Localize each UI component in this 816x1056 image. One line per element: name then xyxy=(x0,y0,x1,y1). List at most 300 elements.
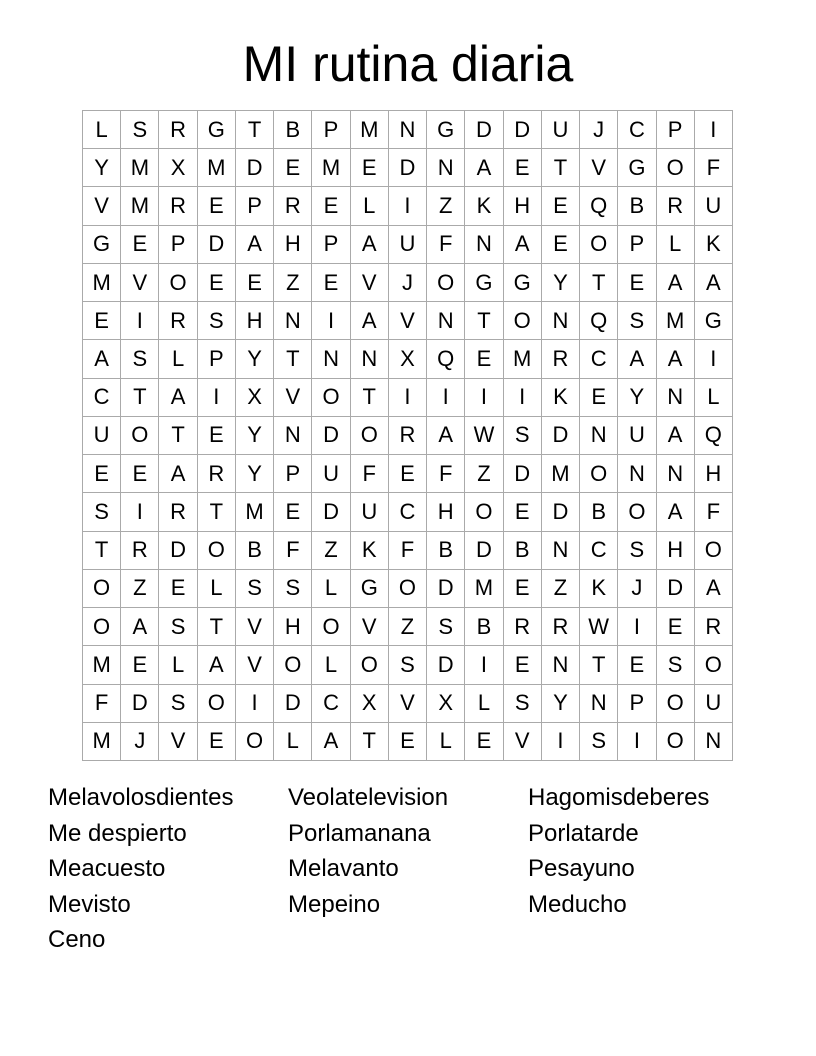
grid-cell[interactable]: S xyxy=(657,646,695,684)
grid-cell[interactable]: O xyxy=(159,264,197,302)
grid-cell[interactable]: M xyxy=(83,264,121,302)
grid-cell[interactable]: N xyxy=(542,302,580,340)
grid-cell[interactable]: A xyxy=(351,226,389,264)
grid-cell[interactable]: O xyxy=(657,149,695,187)
grid-cell[interactable]: O xyxy=(618,493,656,531)
page-title: MI rutina diaria xyxy=(242,36,574,92)
grid-cell[interactable]: D xyxy=(542,493,580,531)
grid-cell[interactable]: X xyxy=(159,149,197,187)
grid-cell[interactable]: L xyxy=(351,187,389,225)
grid-cell[interactable]: B xyxy=(580,493,618,531)
grid-cell[interactable]: E xyxy=(312,187,350,225)
grid-cell[interactable]: P xyxy=(312,111,350,149)
grid-cell[interactable]: J xyxy=(580,111,618,149)
grid-cell[interactable]: I xyxy=(427,379,465,417)
grid-cell[interactable]: O xyxy=(657,685,695,723)
grid-cell[interactable]: A xyxy=(198,646,236,684)
grid-cell[interactable]: K xyxy=(580,570,618,608)
grid-cell[interactable]: W xyxy=(580,608,618,646)
grid-cell[interactable]: I xyxy=(312,302,350,340)
grid-cell[interactable]: M xyxy=(236,493,274,531)
word-list-item: Mepeino xyxy=(288,890,381,918)
grid-cell[interactable]: P xyxy=(274,455,312,493)
grid-cell[interactable]: O xyxy=(198,532,236,570)
grid-cell[interactable]: P xyxy=(159,226,197,264)
grid-cell[interactable]: S xyxy=(198,302,236,340)
grid-cell[interactable]: O xyxy=(465,493,503,531)
grid-cell[interactable]: A xyxy=(83,340,121,378)
grid-cell[interactable]: Y xyxy=(236,417,274,455)
grid-cell[interactable]: D xyxy=(121,685,159,723)
grid-cell[interactable]: O xyxy=(351,417,389,455)
grid-cell[interactable]: G xyxy=(465,264,503,302)
grid-cell[interactable]: I xyxy=(465,379,503,417)
grid-cell[interactable]: H xyxy=(504,187,542,225)
grid-cell[interactable]: O xyxy=(695,646,733,684)
grid-cell[interactable]: O xyxy=(351,646,389,684)
grid-cell[interactable]: R xyxy=(389,417,427,455)
grid-cell[interactable]: Z xyxy=(427,187,465,225)
grid-cell[interactable]: C xyxy=(83,379,121,417)
grid-cell[interactable]: L xyxy=(427,723,465,761)
grid-cell[interactable]: E xyxy=(504,493,542,531)
grid-cell[interactable]: T xyxy=(542,149,580,187)
grid-cell[interactable]: L xyxy=(159,646,197,684)
grid-cell[interactable]: E xyxy=(465,340,503,378)
grid-cell[interactable]: U xyxy=(351,493,389,531)
grid-cell[interactable]: R xyxy=(695,608,733,646)
grid-cell[interactable]: L xyxy=(465,685,503,723)
grid-cell[interactable]: P xyxy=(618,226,656,264)
word-list-item: Melavanto xyxy=(288,855,399,882)
grid-cell[interactable]: O xyxy=(504,302,542,340)
grid-cell[interactable]: S xyxy=(236,570,274,608)
grid-cell[interactable]: Q xyxy=(580,187,618,225)
grid-cell[interactable]: I xyxy=(465,646,503,684)
grid-cell[interactable]: C xyxy=(389,493,427,531)
grid-cell[interactable]: R xyxy=(121,532,159,570)
grid-cell[interactable]: T xyxy=(580,264,618,302)
grid-cell[interactable]: L xyxy=(312,646,350,684)
grid-cell[interactable]: X xyxy=(427,685,465,723)
grid-cell[interactable]: A xyxy=(465,149,503,187)
grid-cell[interactable]: S xyxy=(121,340,159,378)
grid-cell[interactable]: K xyxy=(465,187,503,225)
grid-cell[interactable]: O xyxy=(83,570,121,608)
grid-cell[interactable]: E xyxy=(389,455,427,493)
grid-cell[interactable]: U xyxy=(83,417,121,455)
grid-cell[interactable]: B xyxy=(274,111,312,149)
grid-cell[interactable]: Q xyxy=(695,417,733,455)
grid-cell[interactable]: J xyxy=(618,570,656,608)
grid-cell[interactable]: E xyxy=(274,493,312,531)
grid-cell[interactable]: M xyxy=(465,570,503,608)
grid-cell[interactable]: O xyxy=(236,723,274,761)
grid-cell[interactable]: P xyxy=(312,226,350,264)
grid-cell[interactable]: Y xyxy=(83,149,121,187)
grid-cell[interactable]: E xyxy=(121,455,159,493)
grid-cell[interactable]: M xyxy=(657,302,695,340)
grid-cell[interactable]: O xyxy=(427,264,465,302)
grid-cell[interactable]: D xyxy=(312,493,350,531)
grid-cell[interactable]: D xyxy=(504,111,542,149)
grid-cell[interactable]: B xyxy=(236,532,274,570)
grid-cell[interactable]: E xyxy=(236,264,274,302)
grid-cell[interactable]: S xyxy=(274,570,312,608)
grid-cell[interactable]: X xyxy=(236,379,274,417)
grid-cell[interactable]: Z xyxy=(542,570,580,608)
grid-cell[interactable]: A xyxy=(312,723,350,761)
grid-cell[interactable]: E xyxy=(465,723,503,761)
grid-cell[interactable]: E xyxy=(618,646,656,684)
grid-cell[interactable]: S xyxy=(159,685,197,723)
grid-cell[interactable]: L xyxy=(159,340,197,378)
grid-cell[interactable]: V xyxy=(389,302,427,340)
grid-cell[interactable]: T xyxy=(121,379,159,417)
grid-cell[interactable]: I xyxy=(504,379,542,417)
grid-cell[interactable]: A xyxy=(618,340,656,378)
grid-cell[interactable]: Y xyxy=(618,379,656,417)
grid-cell[interactable]: J xyxy=(389,264,427,302)
grid-cell[interactable]: P xyxy=(657,111,695,149)
grid-cell[interactable]: C xyxy=(312,685,350,723)
grid-cell[interactable]: Z xyxy=(465,455,503,493)
grid-cell[interactable]: E xyxy=(198,264,236,302)
grid-cell[interactable]: M xyxy=(504,340,542,378)
grid-cell[interactable]: F xyxy=(83,685,121,723)
grid-cell[interactable]: A xyxy=(695,264,733,302)
grid-cell[interactable]: S xyxy=(618,532,656,570)
grid-cell[interactable]: N xyxy=(274,417,312,455)
grid-cell[interactable]: N xyxy=(542,532,580,570)
grid-cell[interactable]: E xyxy=(274,149,312,187)
grid-cell[interactable]: O xyxy=(695,532,733,570)
grid-cell[interactable]: W xyxy=(465,417,503,455)
grid-cell[interactable]: O xyxy=(657,723,695,761)
grid-cell[interactable]: R xyxy=(274,187,312,225)
grid-cell[interactable]: Y xyxy=(542,685,580,723)
grid-cell[interactable]: B xyxy=(504,532,542,570)
grid-cell[interactable]: M xyxy=(121,149,159,187)
grid-cell[interactable]: D xyxy=(465,111,503,149)
grid-cell[interactable]: A xyxy=(159,379,197,417)
grid-cell[interactable]: A xyxy=(427,417,465,455)
grid-cell[interactable]: Q xyxy=(427,340,465,378)
grid-cell[interactable]: G xyxy=(427,111,465,149)
grid-cell[interactable]: E xyxy=(580,379,618,417)
grid-cell[interactable]: H xyxy=(657,532,695,570)
grid-cell[interactable]: G xyxy=(83,226,121,264)
grid-cell[interactable]: T xyxy=(580,646,618,684)
grid-cell[interactable]: N xyxy=(465,226,503,264)
grid-cell[interactable]: D xyxy=(542,417,580,455)
grid-cell[interactable]: E xyxy=(198,417,236,455)
grid-cell[interactable]: E xyxy=(504,646,542,684)
grid-cell[interactable]: R xyxy=(657,187,695,225)
grid-cell[interactable]: N xyxy=(542,646,580,684)
grid-cell[interactable]: O xyxy=(389,570,427,608)
grid-cell[interactable]: R xyxy=(542,608,580,646)
grid-cell[interactable]: T xyxy=(83,532,121,570)
grid-cell[interactable]: X xyxy=(351,685,389,723)
grid-cell[interactable]: E xyxy=(389,723,427,761)
grid-cell[interactable]: F xyxy=(695,493,733,531)
grid-cell[interactable]: O xyxy=(83,608,121,646)
grid-cell[interactable]: M xyxy=(542,455,580,493)
grid-cell[interactable]: K xyxy=(542,379,580,417)
grid-cell[interactable]: Y xyxy=(542,264,580,302)
grid-cell[interactable]: Z xyxy=(389,608,427,646)
grid-cell[interactable]: I xyxy=(389,187,427,225)
grid-cell[interactable]: L xyxy=(312,570,350,608)
grid-cell[interactable]: F xyxy=(427,455,465,493)
grid-cell[interactable]: U xyxy=(695,685,733,723)
grid-cell[interactable]: H xyxy=(274,226,312,264)
grid-cell[interactable]: T xyxy=(198,493,236,531)
grid-cell[interactable]: N xyxy=(274,302,312,340)
grid-cell[interactable]: E xyxy=(121,646,159,684)
grid-cell[interactable]: I xyxy=(542,723,580,761)
grid-cell[interactable]: E xyxy=(504,149,542,187)
grid-cell[interactable]: L xyxy=(657,226,695,264)
grid-cell[interactable]: O xyxy=(274,646,312,684)
grid-cell[interactable]: A xyxy=(236,226,274,264)
grid-cell[interactable]: I xyxy=(695,340,733,378)
grid-cell[interactable]: N xyxy=(657,379,695,417)
grid-cell[interactable]: V xyxy=(504,723,542,761)
word-list-item: Ceno xyxy=(48,926,106,953)
grid-cell[interactable]: F xyxy=(427,226,465,264)
grid-cell[interactable]: U xyxy=(695,187,733,225)
grid-cell[interactable]: P xyxy=(198,340,236,378)
grid-cell[interactable]: A xyxy=(159,455,197,493)
grid-cell[interactable]: R xyxy=(504,608,542,646)
grid-cell[interactable]: V xyxy=(351,608,389,646)
grid-cell[interactable]: M xyxy=(198,149,236,187)
grid-cell[interactable]: V xyxy=(236,646,274,684)
grid-cell[interactable]: A xyxy=(504,226,542,264)
grid-cell[interactable]: G xyxy=(504,264,542,302)
grid-cell[interactable]: N xyxy=(351,340,389,378)
grid-cell[interactable]: E xyxy=(542,226,580,264)
grid-cell[interactable]: R xyxy=(542,340,580,378)
grid-cell[interactable]: H xyxy=(427,493,465,531)
grid-cell[interactable]: E xyxy=(159,570,197,608)
grid-cell[interactable]: Q xyxy=(580,302,618,340)
grid-cell[interactable]: V xyxy=(274,379,312,417)
grid-cell[interactable]: R xyxy=(159,302,197,340)
grid-cell[interactable]: X xyxy=(389,340,427,378)
grid-cell[interactable]: G xyxy=(695,302,733,340)
grid-cell[interactable]: E xyxy=(198,187,236,225)
grid-cell[interactable]: E xyxy=(618,264,656,302)
grid-cell[interactable]: E xyxy=(542,187,580,225)
grid-cell[interactable]: I xyxy=(389,379,427,417)
grid-cell[interactable]: D xyxy=(389,149,427,187)
grid-cell[interactable]: I xyxy=(121,302,159,340)
grid-cell[interactable]: D xyxy=(159,532,197,570)
grid-cell[interactable]: S xyxy=(389,646,427,684)
grid-cell[interactable]: I xyxy=(695,111,733,149)
grid-cell[interactable]: Z xyxy=(121,570,159,608)
grid-cell[interactable]: F xyxy=(389,532,427,570)
grid-cell[interactable]: H xyxy=(236,302,274,340)
grid-cell[interactable]: E xyxy=(504,570,542,608)
grid-cell[interactable]: V xyxy=(236,608,274,646)
grid-cell[interactable]: H xyxy=(695,455,733,493)
grid-cell[interactable]: M xyxy=(83,646,121,684)
grid-cell[interactable]: T xyxy=(351,723,389,761)
grid-cell[interactable]: C xyxy=(580,532,618,570)
grid-cell[interactable]: T xyxy=(198,608,236,646)
grid-cell[interactable]: C xyxy=(580,340,618,378)
grid-cell[interactable]: S xyxy=(121,111,159,149)
grid-cell[interactable]: N xyxy=(580,417,618,455)
grid-cell[interactable]: H xyxy=(274,608,312,646)
grid-cell[interactable]: Z xyxy=(312,532,350,570)
grid-cell[interactable]: C xyxy=(618,111,656,149)
grid-cell[interactable]: D xyxy=(427,570,465,608)
grid-cell[interactable]: V xyxy=(121,264,159,302)
grid-cell[interactable]: U xyxy=(542,111,580,149)
grid-cell[interactable]: Y xyxy=(236,455,274,493)
grid-cell[interactable]: G xyxy=(351,570,389,608)
grid-cell[interactable]: J xyxy=(121,723,159,761)
grid-cell[interactable]: A xyxy=(351,302,389,340)
grid-cell[interactable]: E xyxy=(312,264,350,302)
grid-cell[interactable]: N xyxy=(695,723,733,761)
grid-cell[interactable]: A xyxy=(657,264,695,302)
grid-cell[interactable]: A xyxy=(695,570,733,608)
grid-cell[interactable]: Z xyxy=(274,264,312,302)
grid-cell[interactable]: A xyxy=(657,340,695,378)
grid-cell[interactable]: G xyxy=(198,111,236,149)
grid-cell[interactable]: M xyxy=(83,723,121,761)
grid-cell[interactable]: O xyxy=(580,226,618,264)
grid-cell[interactable]: R xyxy=(159,111,197,149)
grid-cell[interactable]: N xyxy=(618,455,656,493)
grid-cell[interactable]: D xyxy=(198,226,236,264)
grid-cell[interactable]: O xyxy=(312,379,350,417)
grid-cell[interactable]: L xyxy=(274,723,312,761)
grid-cell[interactable]: E xyxy=(198,723,236,761)
grid-cell[interactable]: M xyxy=(312,149,350,187)
grid-cell[interactable]: D xyxy=(236,149,274,187)
grid-cell[interactable]: E xyxy=(351,149,389,187)
grid-cell[interactable]: S xyxy=(618,302,656,340)
grid-cell[interactable]: I xyxy=(618,608,656,646)
grid-cell[interactable]: D xyxy=(312,417,350,455)
grid-cell[interactable]: E xyxy=(121,226,159,264)
grid-cell[interactable]: N xyxy=(312,340,350,378)
grid-cell[interactable]: S xyxy=(504,417,542,455)
grid-cell[interactable]: S xyxy=(580,723,618,761)
grid-cell[interactable]: V xyxy=(83,187,121,225)
word-list-item: Mevisto xyxy=(48,890,131,918)
grid-cell[interactable]: T xyxy=(465,302,503,340)
grid-cell[interactable]: E xyxy=(83,302,121,340)
grid-cell[interactable]: T xyxy=(159,417,197,455)
word-list-item: Meacuesto xyxy=(48,855,166,882)
grid-cell[interactable]: R xyxy=(159,493,197,531)
grid-cell[interactable]: M xyxy=(121,187,159,225)
grid-cell[interactable]: Y xyxy=(236,340,274,378)
word-list-item: Meducho xyxy=(528,890,627,918)
word-list-item: Hagomisdeberes xyxy=(528,784,710,811)
word-list-item: Pesayuno xyxy=(528,855,635,882)
grid-cell[interactable]: U xyxy=(312,455,350,493)
grid-cell[interactable]: T xyxy=(351,379,389,417)
grid-cell[interactable]: O xyxy=(121,417,159,455)
grid-cell[interactable]: I xyxy=(618,723,656,761)
grid-cell[interactable]: V xyxy=(351,264,389,302)
grid-cell[interactable]: E xyxy=(83,455,121,493)
grid-cell[interactable]: L xyxy=(695,379,733,417)
grid-cell[interactable]: M xyxy=(351,111,389,149)
grid-cell[interactable]: S xyxy=(504,685,542,723)
grid-cell[interactable]: R xyxy=(159,187,197,225)
grid-cell[interactable]: D xyxy=(427,646,465,684)
grid-cell[interactable]: E xyxy=(657,608,695,646)
grid-cell[interactable]: T xyxy=(274,340,312,378)
grid-cell[interactable]: V xyxy=(159,723,197,761)
grid-cell[interactable]: F xyxy=(351,455,389,493)
grid-cell[interactable]: B xyxy=(465,608,503,646)
grid-cell[interactable]: I xyxy=(236,685,274,723)
grid-cell[interactable]: N xyxy=(389,111,427,149)
grid-cell[interactable]: N xyxy=(657,455,695,493)
grid-cell[interactable]: K xyxy=(695,226,733,264)
grid-cell[interactable]: U xyxy=(389,226,427,264)
grid-cell[interactable]: F xyxy=(274,532,312,570)
grid-cell[interactable]: N xyxy=(427,149,465,187)
grid-cell[interactable]: U xyxy=(618,417,656,455)
grid-cell[interactable]: A xyxy=(657,493,695,531)
grid-cell[interactable]: B xyxy=(427,532,465,570)
grid-cell[interactable]: R xyxy=(198,455,236,493)
word-list-item: Melavolosdientes xyxy=(48,784,234,811)
grid-cell[interactable]: T xyxy=(236,111,274,149)
grid-cell[interactable]: V xyxy=(389,685,427,723)
grid-cell[interactable]: S xyxy=(83,493,121,531)
grid-cell[interactable]: D xyxy=(274,685,312,723)
grid-cell[interactable]: V xyxy=(580,149,618,187)
grid-cell[interactable]: L xyxy=(83,111,121,149)
grid-cell[interactable]: B xyxy=(618,187,656,225)
grid-cell[interactable]: F xyxy=(695,149,733,187)
word-list xyxy=(48,780,768,958)
grid-cell[interactable]: A xyxy=(121,608,159,646)
grid-cell[interactable]: S xyxy=(159,608,197,646)
grid-cell[interactable]: D xyxy=(504,455,542,493)
grid-cell[interactable]: G xyxy=(618,149,656,187)
grid-cell[interactable]: O xyxy=(580,455,618,493)
grid-cell[interactable]: A xyxy=(657,417,695,455)
grid-cell[interactable]: O xyxy=(198,685,236,723)
grid-cell[interactable]: O xyxy=(312,608,350,646)
grid-cell[interactable]: S xyxy=(427,608,465,646)
grid-cell[interactable]: D xyxy=(465,532,503,570)
grid-cell[interactable]: I xyxy=(121,493,159,531)
grid-cell[interactable]: I xyxy=(198,379,236,417)
grid-cell[interactable]: N xyxy=(427,302,465,340)
grid-cell[interactable]: N xyxy=(580,685,618,723)
grid-cell[interactable]: K xyxy=(351,532,389,570)
grid-cell[interactable]: P xyxy=(236,187,274,225)
grid-cell[interactable]: P xyxy=(618,685,656,723)
grid-cell[interactable]: D xyxy=(657,570,695,608)
grid-cell[interactable]: L xyxy=(198,570,236,608)
